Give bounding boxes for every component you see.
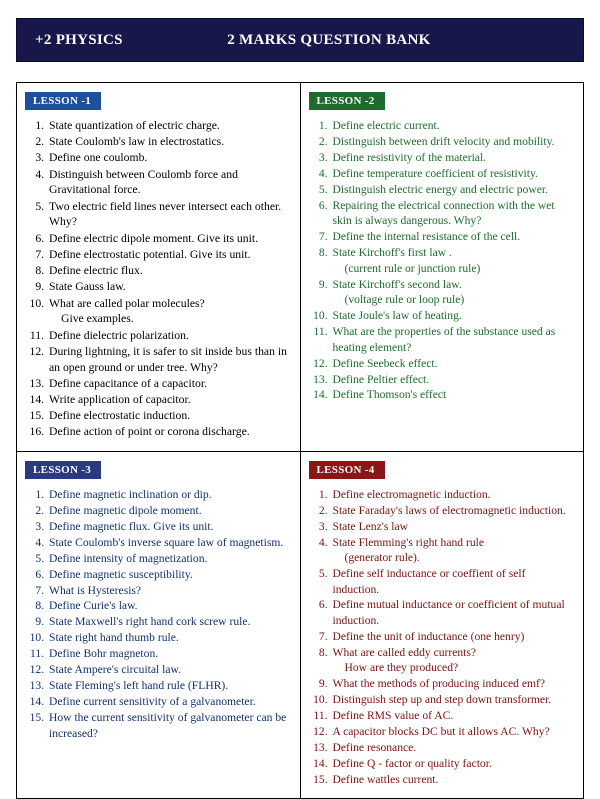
list-item xyxy=(47,487,292,502)
question-text: State Kirchoff's second law. xyxy=(332,277,462,291)
question-subtext: How are they produced? xyxy=(344,661,459,675)
question-text: State Fleming's left hand rule (FLHR). xyxy=(49,679,229,693)
question-text: How the current sensitivity of galvanometer can be increased? xyxy=(49,711,287,740)
question-text: What is Hysteresis? xyxy=(49,583,142,597)
list-item xyxy=(47,231,292,247)
question-text: State Joule's law of heating. xyxy=(332,309,462,323)
question-text: State quantization of electric charge. xyxy=(49,119,220,132)
list-item xyxy=(331,692,576,707)
list-item xyxy=(331,134,576,149)
question-text: Define RMS value of AC. xyxy=(332,709,454,723)
list-item xyxy=(47,424,292,440)
list-item xyxy=(331,229,576,244)
question-text: State Faraday's laws of electromagnetic induction. xyxy=(332,503,566,517)
question-text: State Coulomb's law in electrostatics. xyxy=(49,135,225,149)
header-subject-title: +2 PHYSICS xyxy=(35,31,123,48)
question-text: Distinguish between Coulomb force and Gravitational force. xyxy=(49,167,238,197)
question-text: Define electromagnetic induction. xyxy=(332,487,491,501)
question-text: State Flemming's right hand rule xyxy=(332,535,484,549)
question-text: Define intensity of magnetization. xyxy=(49,551,208,565)
lesson-4-tag: LESSON -4 xyxy=(309,461,385,479)
list-item xyxy=(47,408,292,424)
list-item xyxy=(47,328,292,344)
question-subtext: (voltage rule or loop rule) xyxy=(344,293,465,307)
list-item xyxy=(47,296,292,327)
question-text: State Lenz's law xyxy=(332,519,408,533)
lesson-3-question-list xyxy=(25,487,292,742)
list-item xyxy=(331,676,576,691)
question-text: State Ampere's circuital law. xyxy=(49,663,182,677)
list-item xyxy=(331,245,576,276)
list-item xyxy=(331,772,576,787)
question-text: Define magnetic inclination or dip. xyxy=(49,487,212,501)
list-item xyxy=(331,519,576,534)
list-item xyxy=(47,503,292,518)
lesson-cell-4 xyxy=(300,451,584,798)
question-text: Define temperature coefficient of resistivity. xyxy=(332,166,538,180)
question-text: Define electric dipole moment. Give its unit. xyxy=(49,231,259,245)
question-text: Define electric current. xyxy=(332,119,440,132)
list-item xyxy=(47,535,292,550)
question-text: What are the properties of the substance used as heating element? xyxy=(332,325,556,354)
list-item xyxy=(47,646,292,661)
question-text: State right hand thumb rule. xyxy=(49,631,179,645)
question-text: Define Q - factor or quality factor. xyxy=(332,757,492,771)
list-item xyxy=(47,551,292,566)
list-item xyxy=(331,166,576,181)
question-text: Define Thomson's effect xyxy=(332,388,447,402)
list-item xyxy=(331,566,576,597)
lesson-4-question-list xyxy=(309,487,576,788)
list-item xyxy=(47,519,292,534)
header-document-title: 2 MARKS QUESTION BANK xyxy=(227,31,431,48)
list-item xyxy=(331,487,576,502)
list-item xyxy=(47,344,292,375)
question-subtext: (current rule or junction rule) xyxy=(344,261,481,275)
list-item xyxy=(47,392,292,408)
list-item xyxy=(331,324,576,355)
lesson-2-question-list xyxy=(309,118,576,403)
lesson-1-question-list xyxy=(25,118,292,440)
list-item xyxy=(331,150,576,165)
lesson-cell-1 xyxy=(17,83,301,452)
question-text: Distinguish between drift velocity and mobility. xyxy=(332,134,555,148)
list-item xyxy=(331,535,576,566)
list-item xyxy=(331,597,576,628)
question-text: Define one coulomb. xyxy=(49,151,148,165)
question-text: Define electrostatic induction. xyxy=(49,409,191,423)
list-item xyxy=(47,710,292,741)
question-text: Define Seebeck effect. xyxy=(332,356,438,370)
question-text: Define dielectric polarization. xyxy=(49,328,189,342)
list-item xyxy=(331,182,576,197)
question-subtext: (generator rule). xyxy=(344,551,420,565)
lesson-cell-3 xyxy=(17,451,301,798)
question-text: What the methods of producing induced emf? xyxy=(332,677,545,691)
list-item xyxy=(331,645,576,676)
question-text: Define magnetic flux. Give its unit. xyxy=(49,519,214,533)
list-item xyxy=(47,694,292,709)
question-text: State Kirchoff's first law . xyxy=(332,246,452,260)
list-item xyxy=(47,567,292,582)
question-text: A capacitor blocks DC but it allows AC. Why? xyxy=(332,725,550,739)
question-text: Define Bohr magneton. xyxy=(49,647,159,661)
question-text: Distinguish electric energy and electric power. xyxy=(332,182,548,196)
question-text: Define capacitance of a capacitor. xyxy=(49,376,208,390)
question-text: Distinguish step up and step down transformer. xyxy=(332,693,552,707)
list-item xyxy=(331,503,576,518)
list-item xyxy=(331,629,576,644)
list-item xyxy=(47,598,292,613)
list-item xyxy=(331,118,576,133)
question-text: Define magnetic susceptibility. xyxy=(49,567,193,581)
question-text: Define self inductance or coeffient of self induction. xyxy=(332,567,526,596)
question-text: Define resonance. xyxy=(332,741,417,755)
question-text: Write application of capacitor. xyxy=(49,392,191,406)
lessons-row-bottom xyxy=(17,451,584,798)
list-item xyxy=(47,150,292,166)
list-item xyxy=(331,387,576,402)
question-subtext: Give examples. xyxy=(61,312,134,326)
lesson-2-tag: LESSON -2 xyxy=(309,92,385,110)
list-item xyxy=(331,372,576,387)
list-item xyxy=(47,662,292,677)
question-text: Two electric field lines never intersect each other. Why? xyxy=(49,199,282,229)
list-item xyxy=(47,583,292,598)
question-text: Define mutual inductance or coefficient of mutual induction. xyxy=(332,598,565,627)
list-item xyxy=(47,199,292,230)
list-item xyxy=(47,279,292,295)
list-item xyxy=(331,356,576,371)
question-text: Repairing the electrical connection with the wet skin is always dangerous. Why? xyxy=(332,198,555,228)
list-item xyxy=(47,614,292,629)
lesson-cell-2 xyxy=(300,83,584,452)
list-item xyxy=(331,756,576,771)
question-text: During lightning, it is safer to sit inside bus than in an open ground or under tree. Why? xyxy=(49,344,287,374)
question-text: State Coulomb's inverse square law of magnetism. xyxy=(49,535,284,549)
question-text: State Gauss law. xyxy=(49,280,126,294)
list-item xyxy=(47,263,292,279)
list-item xyxy=(331,724,576,739)
lesson-1-tag: LESSON -1 xyxy=(25,92,101,110)
list-item xyxy=(47,376,292,392)
list-item xyxy=(331,277,576,308)
question-text: Define current sensitivity of a galvanometer. xyxy=(49,695,256,709)
question-text: Define magnetic dipole moment. xyxy=(49,503,202,517)
list-item xyxy=(47,167,292,198)
list-item xyxy=(331,198,576,229)
list-item xyxy=(331,740,576,755)
question-text: What are called polar molecules? xyxy=(49,296,205,310)
list-item xyxy=(47,134,292,150)
list-item xyxy=(331,308,576,323)
lessons-grid xyxy=(16,82,584,799)
list-item xyxy=(47,630,292,645)
lessons-row-top xyxy=(17,83,584,452)
question-text: Define the internal resistance of the cell. xyxy=(332,230,521,244)
question-text: Define the unit of inductance (one henry) xyxy=(332,629,525,643)
question-text: Define electric flux. xyxy=(49,264,143,278)
question-text: Define resistivity of the material. xyxy=(332,150,487,164)
question-text: State Maxwell's right hand cork screw rule. xyxy=(49,615,251,629)
list-item xyxy=(47,247,292,263)
question-text: Define wattles current. xyxy=(332,773,439,787)
question-text: Define action of point or corona discharge. xyxy=(49,425,250,439)
question-text: Define electrostatic potential. Give its unit. xyxy=(49,247,251,261)
question-text: What are called eddy currents? xyxy=(332,645,477,659)
list-item xyxy=(47,118,292,134)
question-text: Define Curie's law. xyxy=(49,599,138,613)
question-text: Define Peltier effect. xyxy=(332,372,430,386)
list-item xyxy=(331,708,576,723)
page-header xyxy=(16,18,584,62)
lesson-3-tag: LESSON -3 xyxy=(25,461,101,479)
list-item xyxy=(47,678,292,693)
